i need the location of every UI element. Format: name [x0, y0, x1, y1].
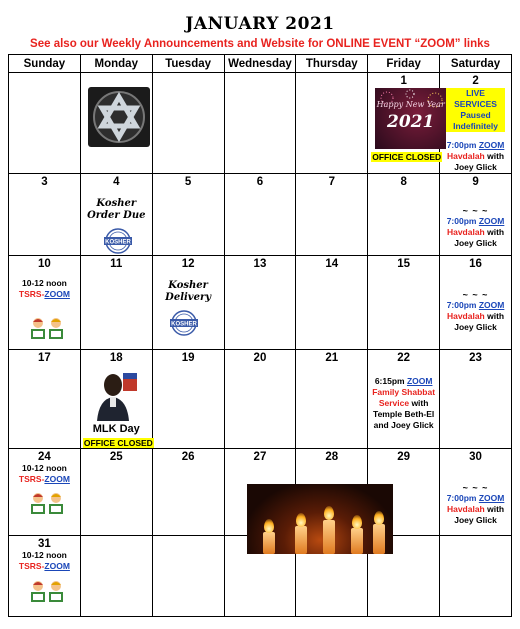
kosher-stamp-text: KOSHER	[105, 239, 131, 246]
flame-icon	[324, 506, 334, 520]
day-cell-1	[368, 73, 445, 174]
flame-icon	[296, 513, 306, 527]
week-row	[9, 73, 512, 174]
week-row	[9, 256, 512, 350]
candle	[263, 532, 275, 554]
new-year-greeting: Happy New Year	[376, 100, 445, 109]
havdalah-label: Havdalah	[446, 504, 485, 514]
week-row	[9, 350, 512, 449]
kids-reading-icon	[26, 316, 70, 342]
kosher-delivery: Kosher Delivery	[165, 280, 212, 303]
flame-icon	[264, 519, 274, 533]
family-shabbat-label: Family Shabbat Service	[372, 387, 436, 408]
tsrs-time: 10-12 noon	[21, 550, 67, 560]
day-number: 6	[256, 176, 264, 188]
day-cell-11	[80, 256, 152, 350]
day-cell-30	[440, 449, 512, 536]
family-shabbat-time	[368, 376, 439, 387]
day-cell-13	[224, 256, 296, 350]
day-cell-16	[440, 256, 512, 350]
day-cell-empty	[440, 536, 512, 617]
day-number: 3	[41, 176, 48, 188]
weekday-wednesday: Wednesday	[224, 55, 296, 73]
joey-glick: Joey Glick	[454, 515, 497, 525]
day-number: 10	[38, 258, 51, 270]
joey-glick: Joey Glick	[454, 162, 497, 172]
weekday-monday: Monday	[80, 55, 152, 73]
star-of-david-icon	[88, 87, 150, 147]
day-cell-8	[368, 174, 440, 256]
day-cell-18	[80, 350, 152, 449]
weekday-tuesday: Tuesday	[152, 55, 224, 73]
candles-image	[247, 484, 393, 554]
zoom-link[interactable]: ZOOM	[478, 140, 505, 150]
havdalah-label: Havdalah	[446, 311, 485, 321]
day-number: 7	[328, 176, 335, 188]
candle	[295, 526, 307, 554]
tsrs-event	[9, 561, 80, 572]
havdalah-event	[440, 311, 511, 322]
day-number: 2	[472, 75, 479, 87]
day-cell-empty	[80, 73, 152, 174]
havdalah-event	[440, 227, 511, 238]
havdalah-time	[440, 300, 511, 311]
day-cell-21	[296, 350, 368, 449]
day-number: 23	[469, 352, 482, 364]
day-cell-4	[80, 174, 152, 256]
day-number: 13	[253, 258, 267, 270]
calendar-title: JANUARY 2021	[185, 14, 335, 34]
tsrs-event	[9, 474, 80, 485]
zoom-link[interactable]: ZOOM	[44, 561, 70, 571]
day-cell-7	[296, 174, 368, 256]
day-number: 8	[400, 176, 407, 188]
day-number: 12	[181, 258, 195, 270]
candle	[351, 528, 363, 554]
weekday-saturday: Saturday	[440, 55, 512, 73]
day-number: 20	[253, 352, 267, 364]
havdalah-label: Havdalah	[446, 227, 485, 237]
day-number: 29	[397, 451, 411, 463]
candle	[373, 524, 385, 554]
day-cell-26	[152, 449, 224, 536]
tsrs-event	[9, 289, 80, 300]
day-cell-24	[9, 449, 81, 536]
day-cell-12	[152, 256, 224, 350]
flame-icon	[352, 515, 362, 529]
with-text: with	[409, 398, 429, 408]
kosher-stamp-icon	[167, 309, 201, 337]
with-text: with	[484, 311, 505, 321]
new-year-number: 2021	[387, 112, 435, 132]
tsrs-label: TSRS-	[18, 561, 45, 571]
day-cell-empty	[152, 73, 224, 174]
zoom-link[interactable]: ZOOM	[478, 300, 505, 310]
joey-glick: Joey Glick	[454, 238, 497, 248]
zoom-link[interactable]: ZOOM	[478, 216, 505, 226]
day-cell-10	[9, 256, 81, 350]
kids-reading-icon	[26, 579, 70, 605]
havdalah-label: Havdalah	[446, 151, 485, 161]
candle	[323, 520, 335, 554]
tsrs-label: TSRS-	[18, 474, 45, 484]
day-number: 1	[400, 75, 407, 87]
day-cell-17	[9, 350, 81, 449]
day-number: 14	[325, 258, 339, 270]
star-of-david-image	[88, 87, 150, 147]
event-time: 6:15pm	[374, 376, 405, 386]
with-text: with	[484, 227, 505, 237]
day-number: 19	[181, 352, 195, 364]
day-cell-empty	[224, 73, 296, 174]
event-time: 7:00pm	[446, 300, 477, 310]
day-cell-empty	[296, 73, 368, 174]
day-number: 26	[181, 451, 195, 463]
kosher-stamp-text: KOSHER	[170, 321, 197, 328]
zoom-link[interactable]: ZOOM	[406, 376, 433, 386]
tilde-separator: ~ ~ ~	[462, 483, 489, 493]
weekday-sunday: Sunday	[9, 55, 81, 73]
zoom-link[interactable]: ZOOM	[44, 474, 70, 484]
event-time: 7:00pm	[446, 493, 477, 503]
day-number: 15	[397, 258, 411, 270]
kosher-stamp-icon	[101, 227, 135, 255]
weekday-friday: Friday	[368, 55, 440, 73]
day-cell-22	[368, 350, 440, 449]
tilde-separator: ~ ~ ~	[462, 206, 489, 216]
day-number: 11	[110, 258, 123, 270]
family-shabbat-event	[368, 387, 439, 409]
day-cell-31	[9, 536, 81, 617]
office-closed-badge: OFFICE CLOSED	[372, 152, 442, 162]
day-number: 5	[184, 176, 192, 188]
office-closed-badge: OFFICE CLOSED	[83, 438, 153, 448]
tilde-separator: ~ ~ ~	[462, 290, 489, 300]
joey-glick: Joey Glick	[454, 322, 497, 332]
weekday-thursday: Thursday	[296, 55, 368, 73]
day-number: 16	[469, 258, 482, 270]
calendar-subtitle: See also our Weekly Announcements and Website for ONLINE EVENT “ZOOM” links	[30, 38, 490, 50]
flame-icon	[374, 511, 384, 525]
with-text: with	[484, 151, 505, 161]
day-cell-3	[9, 174, 81, 256]
day-number: 25	[109, 451, 123, 463]
event-time: 7:00pm	[446, 216, 477, 226]
day-cell-empty	[80, 536, 152, 617]
kids-reading-icon	[26, 491, 70, 517]
havdalah-time	[440, 216, 511, 227]
day-cell-5	[152, 174, 224, 256]
havdalah-event	[440, 151, 511, 162]
havdalah-time	[440, 140, 511, 151]
tsrs-time: 10-12 noon	[21, 278, 67, 288]
tsrs-label: TSRS-	[18, 289, 45, 299]
mlk-day-label: MLK Day	[92, 423, 140, 435]
temple-beth-el: Temple Beth-El and Joey Glick	[373, 409, 435, 430]
day-number: 31	[38, 538, 51, 550]
day-cell-25	[80, 449, 152, 536]
live-services-notice: LIVE SERVICES Paused Indefinitely	[446, 88, 505, 132]
kosher-order-due: Kosher Order Due	[87, 198, 146, 221]
day-cell-14	[296, 256, 368, 350]
week-row	[9, 174, 512, 256]
day-number: 28	[325, 451, 339, 463]
event-time: 7:00pm	[446, 140, 477, 150]
day-number: 9	[472, 176, 479, 188]
day-number: 30	[469, 451, 482, 463]
day-cell-20	[224, 350, 296, 449]
day-cell-23	[440, 350, 512, 449]
havdalah-event	[440, 504, 511, 515]
day-cell-15	[368, 256, 440, 350]
day-number: 24	[38, 451, 51, 463]
tsrs-time: 10-12 noon	[21, 463, 67, 473]
day-cell-6	[224, 174, 296, 256]
day-number: 27	[253, 451, 267, 463]
day-cell-empty	[9, 73, 81, 174]
zoom-link[interactable]: ZOOM	[478, 493, 505, 503]
with-text: with	[484, 504, 505, 514]
mlk-portrait-icon	[93, 365, 141, 421]
day-cell-19	[152, 350, 224, 449]
day-cell-empty	[152, 536, 224, 617]
zoom-link[interactable]: ZOOM	[44, 289, 70, 299]
day-number: 18	[109, 352, 123, 364]
happy-new-year-image	[375, 88, 446, 149]
day-number: 17	[38, 352, 51, 364]
day-cell-2	[440, 73, 512, 174]
havdalah-time	[440, 493, 511, 504]
day-number: 4	[113, 176, 120, 188]
day-number: 21	[325, 352, 339, 364]
day-number: 22	[397, 352, 411, 364]
day-cell-9	[440, 174, 512, 256]
weekday-header-row	[9, 55, 512, 73]
